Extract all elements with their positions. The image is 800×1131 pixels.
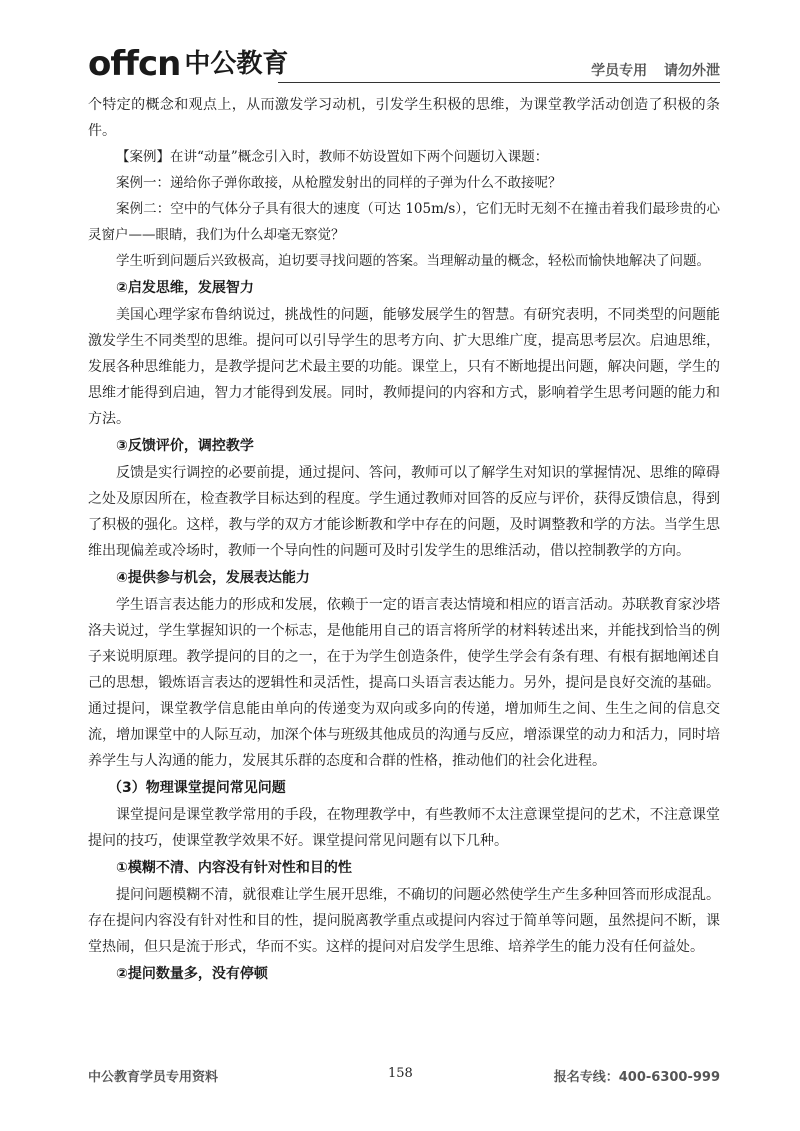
- paragraph: 提问问题模糊不清，就很难让学生展开思维，不确切的问题必然使学生产生多种回答而形成混乱。存在提问内容没有针对性和目的性，提问脱离教学重点或提问内容过于简单等问题，虽然提问不断，课堂热闹，但只是流于形式，华而不实。这样的提问对启发学生思维、培养学生的能力没有任何益处。: [88, 887, 720, 955]
- header-tags: [591, 60, 720, 80]
- paragraph: 美国心理学家布鲁纳说过，挑战性的问题，能够发展学生的智慧。有研究表明，不同类型的问题能激发学生不同类型的思维。提问可以引导学生的思考方向、扩大思维广度，提高思考层次。启迪思维，发展各种思维能力，是教学提问艺术最主要的功能。课堂上，只有不断地提出问题，解决问题，学生的思维才能得到启迪，智力才能得到发展。同时，教师提问的内容和方式，影响着学生思考问题的能力和方法。: [88, 307, 720, 427]
- footer-hotline: 报名专线：400-6300-999: [553, 1070, 720, 1085]
- page-number: 158: [388, 1066, 413, 1081]
- header-tag-students-only: 学员专用: [591, 63, 648, 79]
- section-heading: ②启发思维，发展智力: [116, 280, 254, 296]
- section-heading: ①模糊不清、内容没有针对性和目的性: [116, 860, 352, 876]
- page-header: [88, 36, 720, 84]
- section-heading: ④提供参与机会，发展表达能力: [116, 570, 310, 586]
- header-divider: [278, 82, 720, 83]
- section-heading: ②提问数量多，没有停顿: [116, 966, 268, 982]
- logo-latin: offcn: [88, 44, 181, 84]
- logo-chinese: 中公教育: [184, 49, 289, 79]
- page-footer: [88, 1066, 720, 1090]
- footer-label: 中公教育学员专用资料: [88, 1070, 219, 1085]
- subsection-heading: （3）物理课堂提问常见问题: [108, 780, 286, 796]
- offcn-logo: [88, 36, 288, 84]
- paragraph: 学生语言表达能力的形成和发展，依赖于一定的语言表达情境和相应的语言活动。苏联教育家沙塔洛夫说过，学生掌握知识的一个标志，是他能用自己的语言将所学的材料转述出来，并能找到恰当的例子来说明原理。教学提问的目的之一，在于为学生创造条件，使学生学会有条有理、有根有据地阐述自己的思想，锻炼语言表达的逻辑性和灵活性，提高口头语言表达能力。另外，提问是良好交流的基础。通过提问，课堂教学信息能由单向的传递变为双向或多向的传递，增加师生之间、生生之间的信息交流，增加课堂中的人际互动，加深个体与班级其他成员的沟通与反应，增添课堂的动力和活力，同时培养学生与人沟通的能力，发展其乐群的态度和合群的性格，推动他们的社会化进程。: [88, 597, 720, 769]
- case-result: 学生听到问题后兴致极高，迫切要寻找问题的答案。当理解动量的概念，轻松而愉快地解决了问题。: [116, 253, 710, 269]
- section-heading: ③反馈评价，调控教学: [116, 438, 254, 454]
- paragraph: 反馈是实行调控的必要前提，通过提问、答问，教师可以了解学生对知识的掌握情况、思维的障碍之处及原因所在，检查教学目标达到的程度。学生通过教师对回答的反应与评价，获得反馈信息，得到了积极的强化。这样，教与学的双方才能诊断教和学中存在的问题，及时调整教和学的方法。当学生思维出现偏差或冷场时，教师一个导向性的问题可及时引发学生的思维活动，借以控制教学的方向。: [88, 465, 720, 559]
- case-intro: 【案例】在讲“动量”概念引入时，教师不妨设置如下两个问题切入课题：: [116, 149, 549, 165]
- continued-paragraph: 个特定的概念和观点上，从而激发学习动机，引发学生积极的思维，为课堂教学活动创造了积极的条件。: [88, 97, 720, 139]
- header-tag-no-leak: 请勿外泄: [664, 63, 720, 79]
- case-two: 案例二：空中的气体分子具有很大的速度（可达 105m/s），它们无时无刻不在撞击着我们最珍贵的心灵窗户——眼睛，我们为什么却毫无察觉？: [88, 201, 720, 243]
- paragraph: 课堂提问是课堂教学常用的手段，在物理教学中，有些教师不太注意课堂提问的艺术，不注意课堂提问的技巧，使课堂教学效果不好。课堂提问常见问题有以下几种。: [88, 807, 720, 849]
- case-one: 案例一：递给你子弹你敢接，从枪膛发射出的同样的子弹为什么不敢接呢？: [116, 175, 562, 191]
- page-body: [88, 92, 720, 988]
